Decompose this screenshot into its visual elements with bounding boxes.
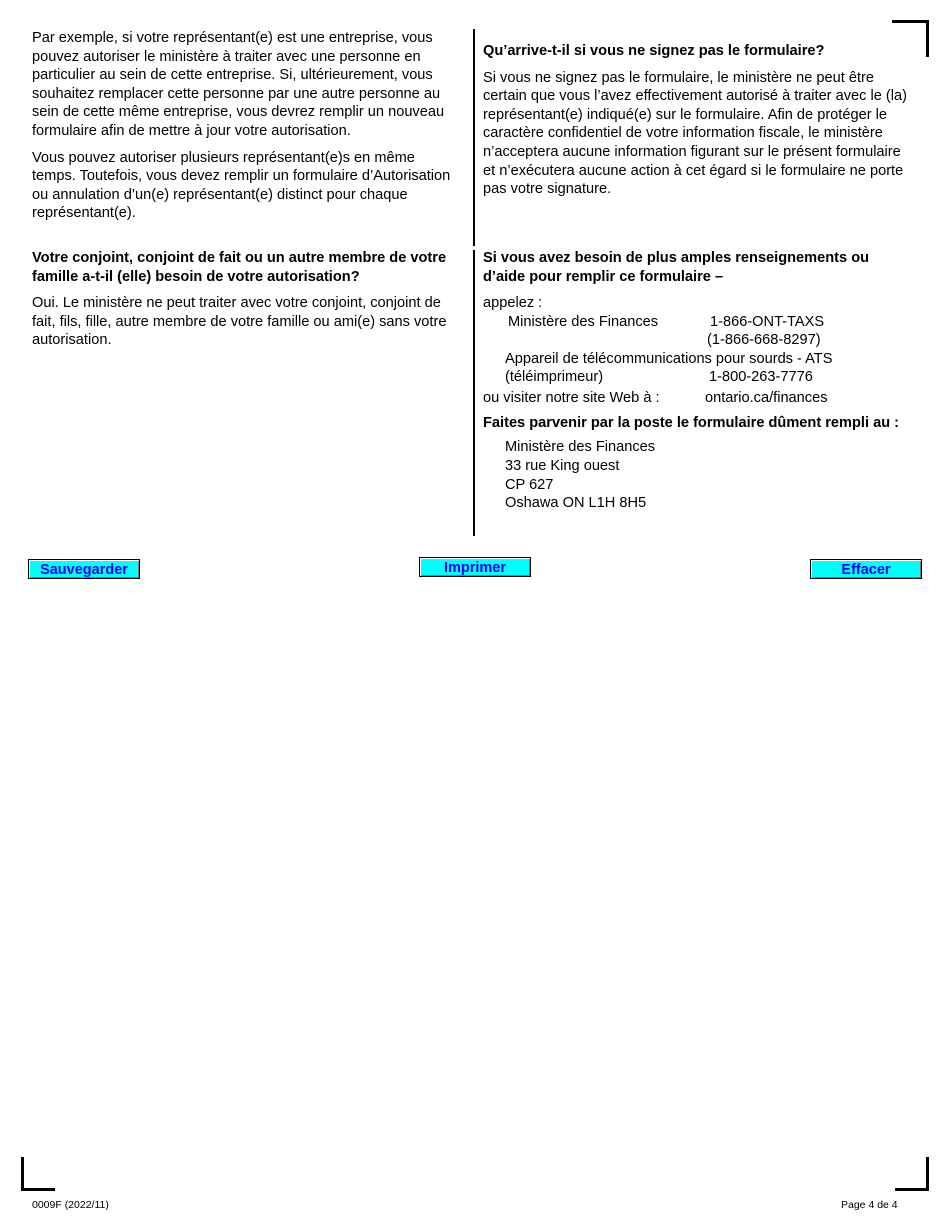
column-divider-lower [473, 250, 475, 536]
address-line: CP 627 [505, 476, 554, 493]
tty-contact-row [483, 350, 913, 388]
heading-family-authorization: Votre conjoint, conjoint de fait ou un autre membre de votre famille a-t-il (elle) besoin de votre autorisation? [32, 250, 447, 285]
ministry-name: Ministère des Finances [508, 313, 659, 330]
website-url[interactable]: ontario.ca/finances [705, 389, 828, 406]
page-number: Page 4 de 4 [841, 1199, 898, 1211]
heading-unsigned-form: Qu’arrive-t-il si vous ne signez pas le formulaire? [483, 43, 825, 59]
ministry-phone-alt: (1-866-668-8297) [707, 332, 821, 349]
website-row [483, 389, 913, 411]
corner-mark-bottom-right [926, 1157, 929, 1191]
ministry-contact-row [483, 313, 913, 350]
clear-button[interactable]: Effacer [810, 559, 922, 579]
heading-more-info: Si vous avez besoin de plus amples renseignements ou d’aide pour remplir ce formulaire – [483, 250, 870, 285]
address-line: Oshawa ON L1H 8H5 [505, 495, 647, 512]
corner-mark-bottom-left [21, 1157, 24, 1191]
tty-label-line2: (téléimprimeur) [505, 369, 604, 386]
left-column [32, 29, 462, 223]
address-line: Ministère des Finances [505, 439, 656, 456]
ministry-phone: 1-866-ONT-TAXS [710, 313, 825, 330]
right-column-lower [483, 249, 913, 513]
print-button[interactable]: Imprimer [419, 557, 531, 577]
website-label: ou visiter notre site Web à : [483, 389, 660, 406]
tty-label-line1: Appareil de télécommunications pour sourds - ATS [505, 350, 833, 367]
call-label: appelez : [483, 295, 543, 312]
corner-mark-top-right [926, 20, 929, 57]
form-code: 0009F (2022/11) [32, 1199, 109, 1211]
paragraph-company-representative: Par exemple, si votre représentant(e) est une entreprise, vous pouvez autoriser le ministère à traiter avec une personne en particulier au sein de cette entreprise. Si, ultérieurement, vous souhaitez remplacer cette personne par une autre personne au sein de cette même entreprise, vous devrez remplir un nouveau formulaire afin de mettre à jour votre autorisation. [32, 30, 445, 139]
corner-mark-bottom-left [21, 1188, 55, 1191]
corner-mark-top-right [892, 20, 929, 23]
heading-mail-to: Faites parvenir par la poste le formulaire dûment rempli au : [483, 414, 900, 431]
right-column [483, 42, 913, 199]
paragraph-unsigned-form: Si vous ne signez pas le formulaire, le ministère ne peut être certain que vous l’avez effectivement autorisé à traiter avec le (la) représentant(e) indiqué(e) sur le formulaire. Afin de protéger le caractère confidentiel de votre information fiscale, le ministère n’acceptera aucune information figurant sur le présent formulaire et n’exécutera aucune action à cet égard si le formulaire ne porte pas votre signature. [483, 69, 907, 198]
address-line: 33 rue King ouest [505, 457, 620, 474]
mailing-address [483, 438, 913, 512]
tty-phone: 1-800-263-7776 [709, 369, 813, 386]
corner-mark-bottom-right [895, 1188, 929, 1191]
save-button[interactable]: Sauvegarder [28, 559, 140, 579]
paragraph-family-authorization: Oui. Le ministère ne peut traiter avec votre conjoint, conjoint de fait, fils, fille, autre membre de votre famille ou ami(e) sans votre autorisation. [32, 295, 447, 349]
left-column-lower [32, 249, 462, 350]
paragraph-multiple-representatives: Vous pouvez autoriser plusieurs représentant(e)s en même temps. Toutefois, vous devez remplir un formulaire d’Autorisation ou annulation d’un(e) représentant(e) distinct pour chaque représentant(e). [32, 149, 451, 222]
column-divider-upper [473, 29, 475, 246]
